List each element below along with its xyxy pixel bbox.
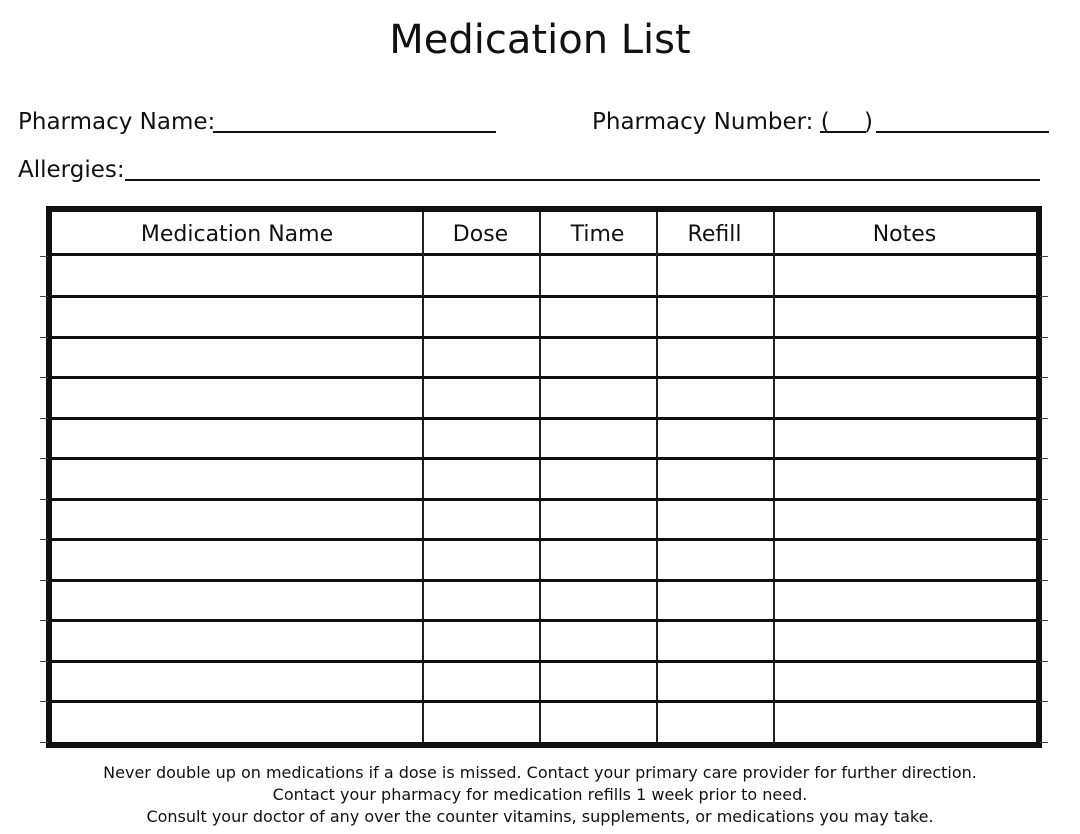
cell-notes[interactable]: [773, 297, 1036, 338]
row-tick-mark: [40, 418, 48, 419]
cell-refill[interactable]: [656, 459, 773, 500]
cell-refill[interactable]: [656, 297, 773, 338]
cell-dose[interactable]: [422, 459, 539, 500]
cell-medication-name[interactable]: [52, 337, 422, 378]
row-tick-mark: [40, 580, 48, 581]
row-tick-mark: [40, 701, 48, 702]
cell-medication-name[interactable]: [52, 256, 422, 297]
cell-notes[interactable]: [773, 256, 1036, 297]
row-divider: [52, 498, 1036, 501]
table-row: [52, 661, 1036, 702]
cell-refill[interactable]: [656, 661, 773, 702]
row-tick-mark: [1040, 661, 1048, 662]
cell-time[interactable]: [539, 499, 656, 540]
row-divider: [52, 376, 1036, 379]
table-row: [52, 580, 1036, 621]
cell-time[interactable]: [539, 540, 656, 581]
table-row: [52, 459, 1036, 500]
cell-dose[interactable]: [422, 621, 539, 662]
row-tick-mark: [1040, 337, 1048, 338]
cell-time[interactable]: [539, 337, 656, 378]
row-divider: [52, 457, 1036, 460]
row-tick-mark: [1040, 377, 1048, 378]
header-time: Time: [570, 222, 625, 247]
row-divider: [52, 295, 1036, 298]
cell-dose[interactable]: [422, 580, 539, 621]
row-divider: [52, 417, 1036, 420]
medication-table: [46, 206, 1042, 748]
header-refill: Refill: [687, 222, 742, 247]
cell-dose[interactable]: [422, 702, 539, 743]
row-tick-mark: [40, 256, 48, 257]
header-dose: Dose: [452, 222, 509, 247]
cell-dose[interactable]: [422, 297, 539, 338]
pharmacy-name-label: Pharmacy Name:: [18, 109, 216, 135]
cell-medication-name[interactable]: [52, 540, 422, 581]
row-divider: [52, 579, 1036, 582]
table-row: [52, 297, 1036, 338]
cell-notes[interactable]: [773, 540, 1036, 581]
row-tick-mark: [40, 661, 48, 662]
cell-refill[interactable]: [656, 337, 773, 378]
table-row: [52, 256, 1036, 297]
cell-dose[interactable]: [422, 661, 539, 702]
footer-note-otc: Consult your doctor of any over the counter vitamins, supplements, or medications you may take.: [146, 807, 934, 826]
footer-note-missed-dose: Never double up on medications if a dose is missed. Contact your primary care provider for further direction.: [103, 763, 977, 782]
allergies-field[interactable]: [125, 179, 1040, 181]
row-tick-mark: [1040, 742, 1048, 743]
cell-time[interactable]: [539, 297, 656, 338]
row-tick-mark: [40, 377, 48, 378]
cell-refill[interactable]: [656, 702, 773, 743]
row-tick-mark: [1040, 499, 1048, 500]
cell-notes[interactable]: [773, 580, 1036, 621]
cell-dose[interactable]: [422, 256, 539, 297]
header-medication-name: Medication Name: [140, 222, 334, 247]
cell-notes[interactable]: [773, 702, 1036, 743]
row-tick-mark: [40, 742, 48, 743]
row-divider: [52, 538, 1036, 541]
cell-medication-name[interactable]: [52, 580, 422, 621]
cell-refill[interactable]: [656, 499, 773, 540]
pharmacy-area-code-field[interactable]: [820, 131, 866, 133]
row-tick-mark: [1040, 296, 1048, 297]
pharmacy-number-label: Pharmacy Number: (: [592, 109, 830, 135]
cell-refill[interactable]: [656, 621, 773, 662]
page-title: Medication List: [389, 17, 691, 63]
cell-medication-name[interactable]: [52, 297, 422, 338]
row-tick-mark: [40, 620, 48, 621]
cell-notes[interactable]: [773, 459, 1036, 500]
table-row: [52, 378, 1036, 419]
cell-refill[interactable]: [656, 418, 773, 459]
table-row: [52, 499, 1036, 540]
cell-refill[interactable]: [656, 580, 773, 621]
cell-notes[interactable]: [773, 499, 1036, 540]
row-tick-mark: [1040, 458, 1048, 459]
cell-medication-name[interactable]: [52, 418, 422, 459]
cell-notes[interactable]: [773, 378, 1036, 419]
row-tick-mark: [40, 458, 48, 459]
table-row: [52, 621, 1036, 662]
cell-dose[interactable]: [422, 540, 539, 581]
row-tick-mark: [1040, 701, 1048, 702]
cell-notes[interactable]: [773, 418, 1036, 459]
cell-medication-name[interactable]: [52, 621, 422, 662]
cell-time[interactable]: [539, 580, 656, 621]
cell-refill[interactable]: [656, 540, 773, 581]
row-tick-mark: [40, 539, 48, 540]
cell-time[interactable]: [539, 702, 656, 743]
cell-time[interactable]: [539, 621, 656, 662]
cell-medication-name[interactable]: [52, 702, 422, 743]
row-tick-mark: [1040, 256, 1048, 257]
cell-time[interactable]: [539, 459, 656, 500]
row-tick-mark: [1040, 620, 1048, 621]
table-row: [52, 418, 1036, 459]
table-header-row: [52, 212, 1036, 256]
cell-dose[interactable]: [422, 499, 539, 540]
table-row: [52, 337, 1036, 378]
cell-medication-name[interactable]: [52, 499, 422, 540]
cell-medication-name[interactable]: [52, 459, 422, 500]
cell-time[interactable]: [539, 378, 656, 419]
pharmacy-number-field[interactable]: [876, 131, 1049, 133]
row-tick-mark: [40, 296, 48, 297]
cell-refill[interactable]: [656, 256, 773, 297]
cell-time[interactable]: [539, 418, 656, 459]
pharmacy-name-field[interactable]: [213, 131, 496, 133]
row-tick-mark: [40, 337, 48, 338]
footer-note-refills: Contact your pharmacy for medication refills 1 week prior to need.: [272, 785, 808, 804]
row-tick-mark: [40, 499, 48, 500]
cell-dose[interactable]: [422, 418, 539, 459]
cell-time[interactable]: [539, 256, 656, 297]
row-tick-mark: [1040, 539, 1048, 540]
row-divider: [52, 336, 1036, 339]
cell-notes[interactable]: [773, 661, 1036, 702]
cell-dose[interactable]: [422, 337, 539, 378]
row-divider: [52, 619, 1036, 622]
cell-dose[interactable]: [422, 378, 539, 419]
pharmacy-number-paren-close: ): [864, 109, 873, 135]
table-row: [52, 702, 1036, 743]
table-row: [52, 540, 1036, 581]
cell-notes[interactable]: [773, 621, 1036, 662]
cell-notes[interactable]: [773, 337, 1036, 378]
row-tick-mark: [1040, 580, 1048, 581]
cell-medication-name[interactable]: [52, 378, 422, 419]
allergies-label: Allergies:: [18, 157, 125, 183]
row-tick-mark: [1040, 418, 1048, 419]
cell-time[interactable]: [539, 661, 656, 702]
cell-refill[interactable]: [656, 378, 773, 419]
cell-medication-name[interactable]: [52, 661, 422, 702]
row-divider: [52, 700, 1036, 703]
header-notes: Notes: [872, 222, 937, 247]
row-divider: [52, 660, 1036, 663]
